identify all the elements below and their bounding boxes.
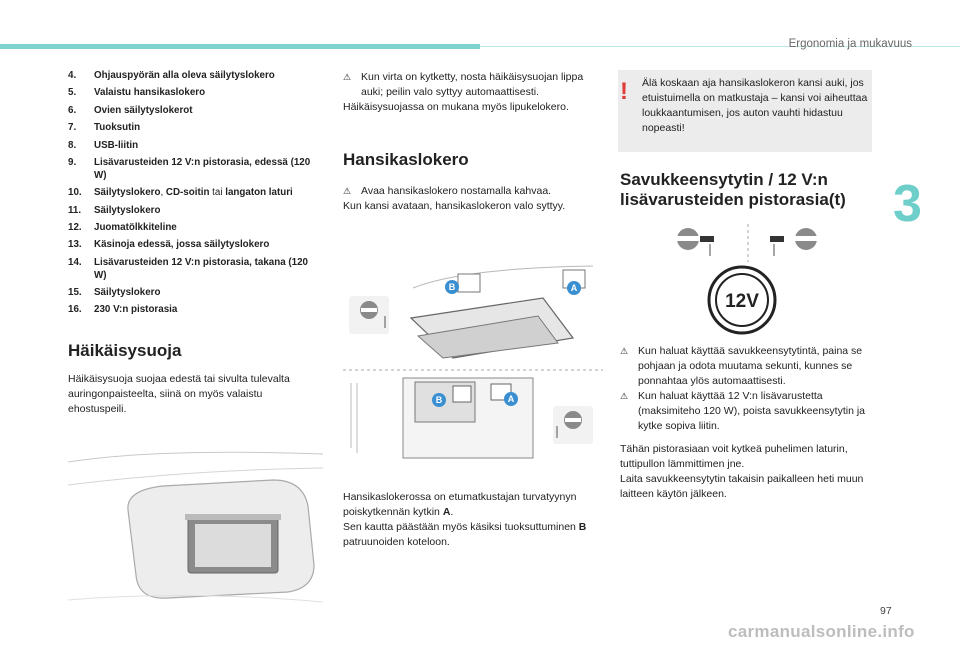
list-item [68,304,318,317]
list-item-text: Ovien säilytyslokerot [94,104,193,116]
heading-haikaisysuoja: Häikäisysuoja [68,341,182,360]
list-item-number: 14. [68,256,82,268]
bullet-item [343,184,601,199]
bullet-marker-icon: ⚠︎ [343,72,352,82]
list-item [68,239,318,252]
heading-hansikaslokero: Hansikaslokero [343,150,469,169]
lighter-instructions [620,344,878,502]
list-item-number: 15. [68,286,82,298]
list-item-number: 7. [68,122,77,134]
paragraph: Kun kansi avataan, hansikaslokeron valo syttyy. [343,200,566,212]
list-item-number: 6. [68,104,77,116]
warning-box [618,70,872,152]
steering-wheel-icon [677,228,699,250]
list-item-text: Lisävarusteiden 12 V:n pistorasia, takana (120 W) [94,256,308,281]
list-item [68,287,318,300]
label-a: A [570,283,578,293]
bullet-marker-icon: ⚠︎ [620,346,629,356]
list-item-text: USB-liitin [94,139,139,151]
list-item-text: Ohjauspyörän alla oleva säilytyslokero [94,70,275,81]
bullet-item [620,344,878,389]
list-item-number: 5. [68,87,77,99]
numbered-list [68,70,318,317]
list-item [68,257,318,283]
bullet-text: Kun virta on kytketty, nosta häikäisysuojan lippa auki; peilin valo syttyy automaattisesti. [361,71,584,98]
list-item-number: 12. [68,221,82,233]
socket-label: 12V [725,291,759,312]
list-item [68,157,318,183]
list-item [68,70,318,83]
list-item-number: 4. [68,70,77,81]
list-item-number: 13. [68,239,82,251]
warning-text: Älä koskaan aja hansikaslokeron kansi auki, jos etuistuimella on matkustaja – kansi voi aiheuttaa loukkaantumisen, jos auton vauhti hidastuu nopeasti! [642,77,868,134]
list-item-text: Säilytyslokero [94,204,161,216]
heading-savukkeensytytin: Savukkeensytytin / 12 V:n lisävarusteiden pistorasia(t) [620,170,846,209]
list-item [68,87,318,100]
list-item [68,105,318,118]
list-item-text: Juomatölkkiteline [94,221,177,233]
list-item-number: 10. [68,187,82,199]
list-item [68,205,318,218]
label-b: B [435,395,443,405]
list-item-text: Tuoksutin [94,122,141,134]
header-accent-bar [0,44,480,49]
paragraph: Laita savukkeensytytin takaisin paikalleen heti muun laitteen käytön jälkeen. [620,473,864,500]
list-item-number: 9. [68,156,77,168]
sun-visor-illustration [68,440,323,610]
list-item-text: 230 V:n pistorasia [94,304,178,316]
list-item-text: Valaistu hansikaslokero [94,87,206,99]
visor-instructions [343,70,601,115]
power-socket-icon [709,267,775,333]
list-item-text: Säilytyslokero, CD-soitin tai langaton laturi [94,187,293,199]
list-item-text: Säilytyslokero [94,286,161,298]
list-item [68,122,318,135]
list-item-number: 11. [68,204,82,216]
steering-wheel-icon [795,228,817,250]
chapter-number: 3 [893,175,922,233]
page-header-title: Ergonomia ja mukavuus [788,38,912,50]
label-b: B [448,282,456,292]
bullet-text: Kun haluat käyttää savukkeensytytintä, paina se pohjaan ja odota muutama sekunti, kunnes se ponnahtaa ylös automaattisesti. [638,345,863,387]
watermark: carmanualsonline.info [728,622,915,641]
bullet-marker-icon: ⚠︎ [620,391,629,401]
numbered-list-section [68,70,318,322]
list-item-number: 8. [68,139,77,151]
bullet-marker-icon: ⚠︎ [343,186,352,196]
glovebox-illustration [343,258,603,468]
page-number: 97 [880,605,892,617]
glovebox-switch-text: Hansikaslokerossa on etumatkustajan turvatyynyn poiskytkennän kytkin A. Sen kautta päästään myös käsiksi tuoksuttuminen B patruunoiden koteloon. [343,491,587,548]
lighter-socket-illustration [660,222,840,342]
bullet-item [620,389,878,434]
list-item-text: Käsinoja edessä, jossa säilytyslokero [94,239,270,251]
haikaisysuoja-text: Häikäisysuoja suojaa edestä tai sivulta tulevalta auringonpaisteelta, siinä on myös valaistu ehostuspeili. [68,373,290,415]
bullet-text: Kun haluat käyttää 12 V:n lisävarustetta (maksimiteho 120 W), poista savukkeensytytin ja kytke sopiva liitin. [638,390,866,432]
paragraph: Häikäisysuojassa on mukana myös lipukelokero. [343,101,569,113]
bullet-text: Avaa hansikaslokero nostamalla kahvaa. [361,185,552,197]
list-item [68,187,318,200]
glovebox-instructions [343,184,601,214]
list-item-number: 16. [68,304,82,316]
list-item-text: Lisävarusteiden 12 V:n pistorasia, edessä (120 W) [94,156,311,181]
label-a: A [507,394,515,404]
list-item [68,222,318,235]
warning-icon: ! [620,78,628,105]
list-item [68,140,318,153]
bullet-item [343,70,601,100]
paragraph: Tähän pistorasiaan voit kytkeä puhelimen laturin, tuttipullon lämmittimen jne. [620,443,848,470]
